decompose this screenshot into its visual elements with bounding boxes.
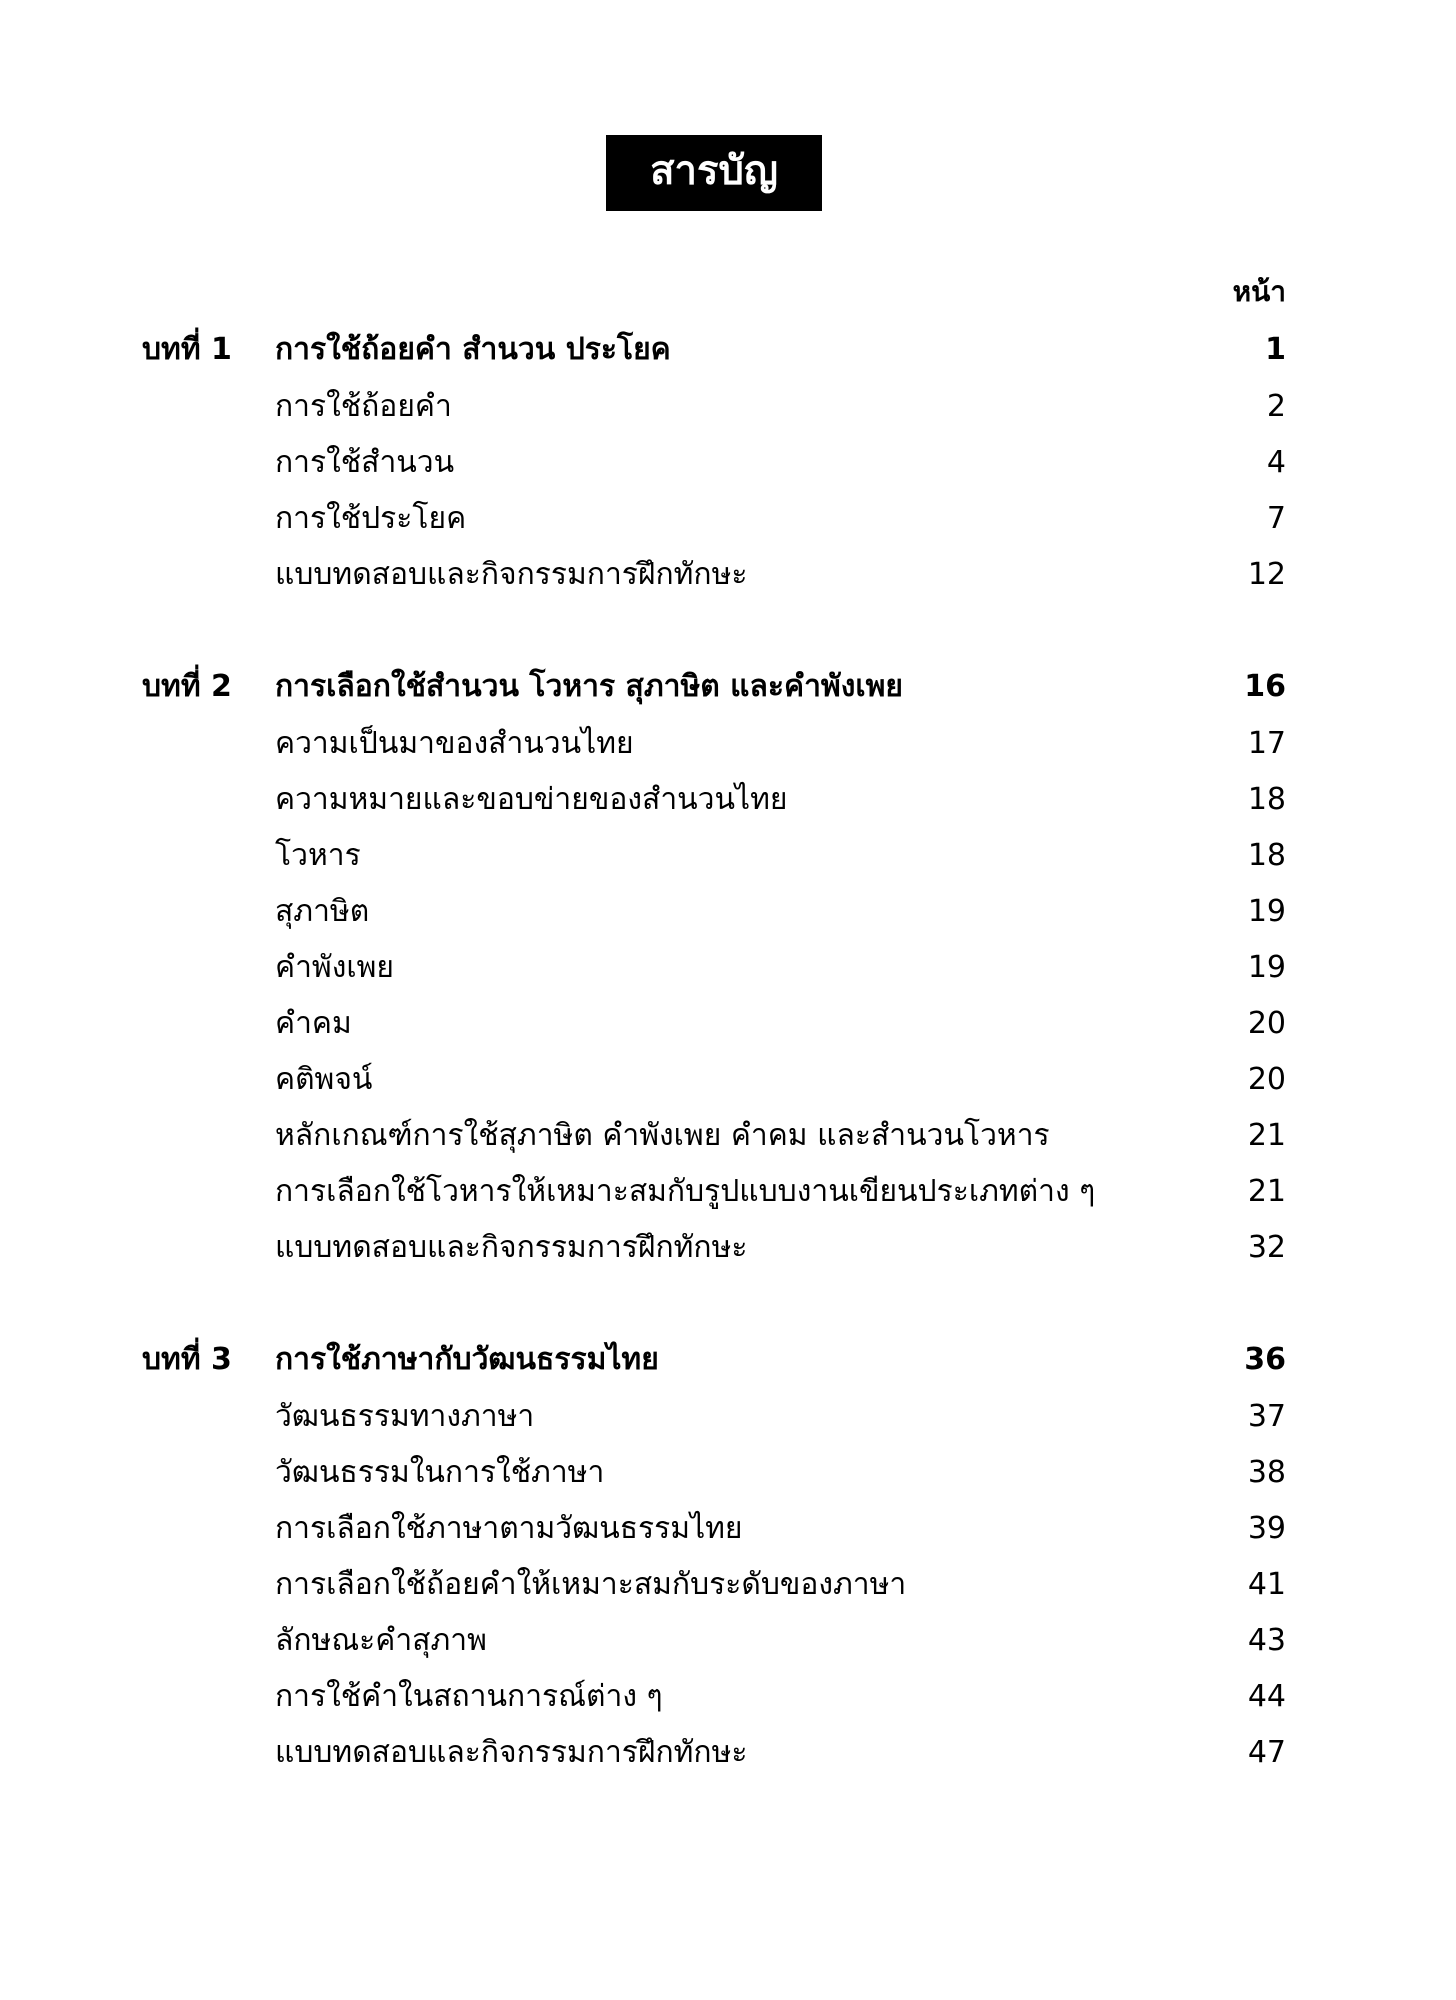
toc-entry-title: การเลือกใช้โวหารให้เหมาะสมกับรูปแบบงานเขียนประเภทต่าง ๆ xyxy=(275,1174,1096,1209)
chapter-heading-2 xyxy=(0,659,1456,715)
chapter-title: การใช้ถ้อยคำ สำนวน ประโยค xyxy=(275,332,671,367)
toc-entry xyxy=(0,1669,1456,1725)
toc-entry xyxy=(0,1445,1456,1501)
toc-entry-title: การใช้ถ้อยคำ xyxy=(275,389,452,424)
chapter-label: บทที่ 3 xyxy=(142,1342,232,1377)
toc-entry-page: 18 xyxy=(1247,838,1286,873)
toc-entry-title: แบบทดสอบและกิจกรรมการฝึกทักษะ xyxy=(275,1230,748,1265)
toc-entry-page: 47 xyxy=(1247,1735,1286,1770)
chapter-title: การใช้ภาษากับวัฒนธรรมไทย xyxy=(275,1342,659,1377)
toc-entry-title: การเลือกใช้ถ้อยคำให้เหมาะสมกับระดับของภาษา xyxy=(275,1567,907,1602)
toc-entry-title: ความหมายและขอบข่ายของสำนวนไทย xyxy=(275,782,788,817)
toc-entry xyxy=(0,491,1456,547)
chapter-title: การเลือกใช้สำนวน โวหาร สุภาษิต และคำพังเพย xyxy=(275,669,903,704)
toc-entry-title: วัฒนธรรมในการใช้ภาษา xyxy=(275,1455,605,1490)
toc-entry-title: การใช้คำในสถานการณ์ต่าง ๆ xyxy=(275,1679,663,1714)
toc-entry xyxy=(0,1220,1456,1276)
toc-entry xyxy=(0,1389,1456,1445)
toc-entry-page: 32 xyxy=(1247,1230,1286,1265)
toc-entry-page: 38 xyxy=(1247,1455,1286,1490)
toc-entry-page: 20 xyxy=(1247,1006,1286,1041)
toc-entry xyxy=(0,940,1456,996)
toc-entry-title: คติพจน์ xyxy=(275,1062,373,1097)
toc-entry-title: วัฒนธรรมทางภาษา xyxy=(275,1399,535,1434)
toc-entry xyxy=(0,1501,1456,1557)
toc-entry-page: 7 xyxy=(1266,501,1286,536)
chapter-page-number: 1 xyxy=(1265,332,1286,367)
chapter-label: บทที่ 1 xyxy=(142,332,232,367)
page-title-text: สารบัญ xyxy=(650,148,778,194)
toc-entry xyxy=(0,1108,1456,1164)
toc-entry xyxy=(0,379,1456,435)
toc-entry-page: 20 xyxy=(1247,1062,1286,1097)
chapter-heading-1 xyxy=(0,322,1456,378)
toc-entry-title: สุภาษิต xyxy=(275,894,370,929)
toc-entry-title: แบบทดสอบและกิจกรรมการฝึกทักษะ xyxy=(275,557,748,592)
toc-entry xyxy=(0,435,1456,491)
chapter-heading-3 xyxy=(0,1332,1456,1388)
toc-entry xyxy=(0,828,1456,884)
toc-entry-title: คำคม xyxy=(275,1006,352,1041)
toc-entry xyxy=(0,547,1456,603)
toc-entry xyxy=(0,716,1456,772)
toc-entry-page: 21 xyxy=(1247,1118,1286,1153)
toc-entry-title: คำพังเพย xyxy=(275,950,394,985)
toc-entry-page: 4 xyxy=(1266,445,1286,480)
toc-entry xyxy=(0,1052,1456,1108)
toc-entry xyxy=(0,1613,1456,1669)
toc-entry-page: 18 xyxy=(1247,782,1286,817)
toc-entry-title: แบบทดสอบและกิจกรรมการฝึกทักษะ xyxy=(275,1735,748,1770)
page-title xyxy=(606,135,822,211)
toc-entry xyxy=(0,884,1456,940)
toc-entry-page: 39 xyxy=(1247,1511,1286,1546)
toc-entry-title: หลักเกณฑ์การใช้สุภาษิต คำพังเพย คำคม และสำนวนโวหาร xyxy=(275,1118,1050,1153)
chapter-page-number: 36 xyxy=(1244,1342,1286,1377)
chapter-label: บทที่ 2 xyxy=(142,669,232,704)
toc-entry-page: 21 xyxy=(1247,1174,1286,1209)
toc-entry-title: โวหาร xyxy=(275,838,361,873)
chapter-page-number: 16 xyxy=(1244,669,1286,704)
toc-entry-page: 43 xyxy=(1247,1623,1286,1658)
toc-entry-page: 19 xyxy=(1247,950,1286,985)
toc-entry-page: 41 xyxy=(1247,1567,1286,1602)
toc-entry xyxy=(0,996,1456,1052)
toc-entry-title: ลักษณะคำสุภาพ xyxy=(275,1623,487,1658)
toc-entry-page: 2 xyxy=(1266,389,1286,424)
page-column-header: หน้า xyxy=(1232,275,1286,308)
toc-entry xyxy=(0,1164,1456,1220)
toc-entry-page: 19 xyxy=(1247,894,1286,929)
toc-entry xyxy=(0,1557,1456,1613)
toc-entry-page: 17 xyxy=(1247,726,1286,761)
toc-entry-page: 37 xyxy=(1247,1399,1286,1434)
toc-entry-title: การใช้ประโยค xyxy=(275,501,467,536)
toc-entry-page: 12 xyxy=(1247,557,1286,592)
toc-entry-title: ความเป็นมาของสำนวนไทย xyxy=(275,726,634,761)
toc-entry-title: การใช้สำนวน xyxy=(275,445,455,480)
toc-entry-title: การเลือกใช้ภาษาตามวัฒนธรรมไทย xyxy=(275,1511,743,1546)
toc-entry xyxy=(0,1725,1456,1781)
toc-entry-page: 44 xyxy=(1247,1679,1286,1714)
toc-entry xyxy=(0,772,1456,828)
